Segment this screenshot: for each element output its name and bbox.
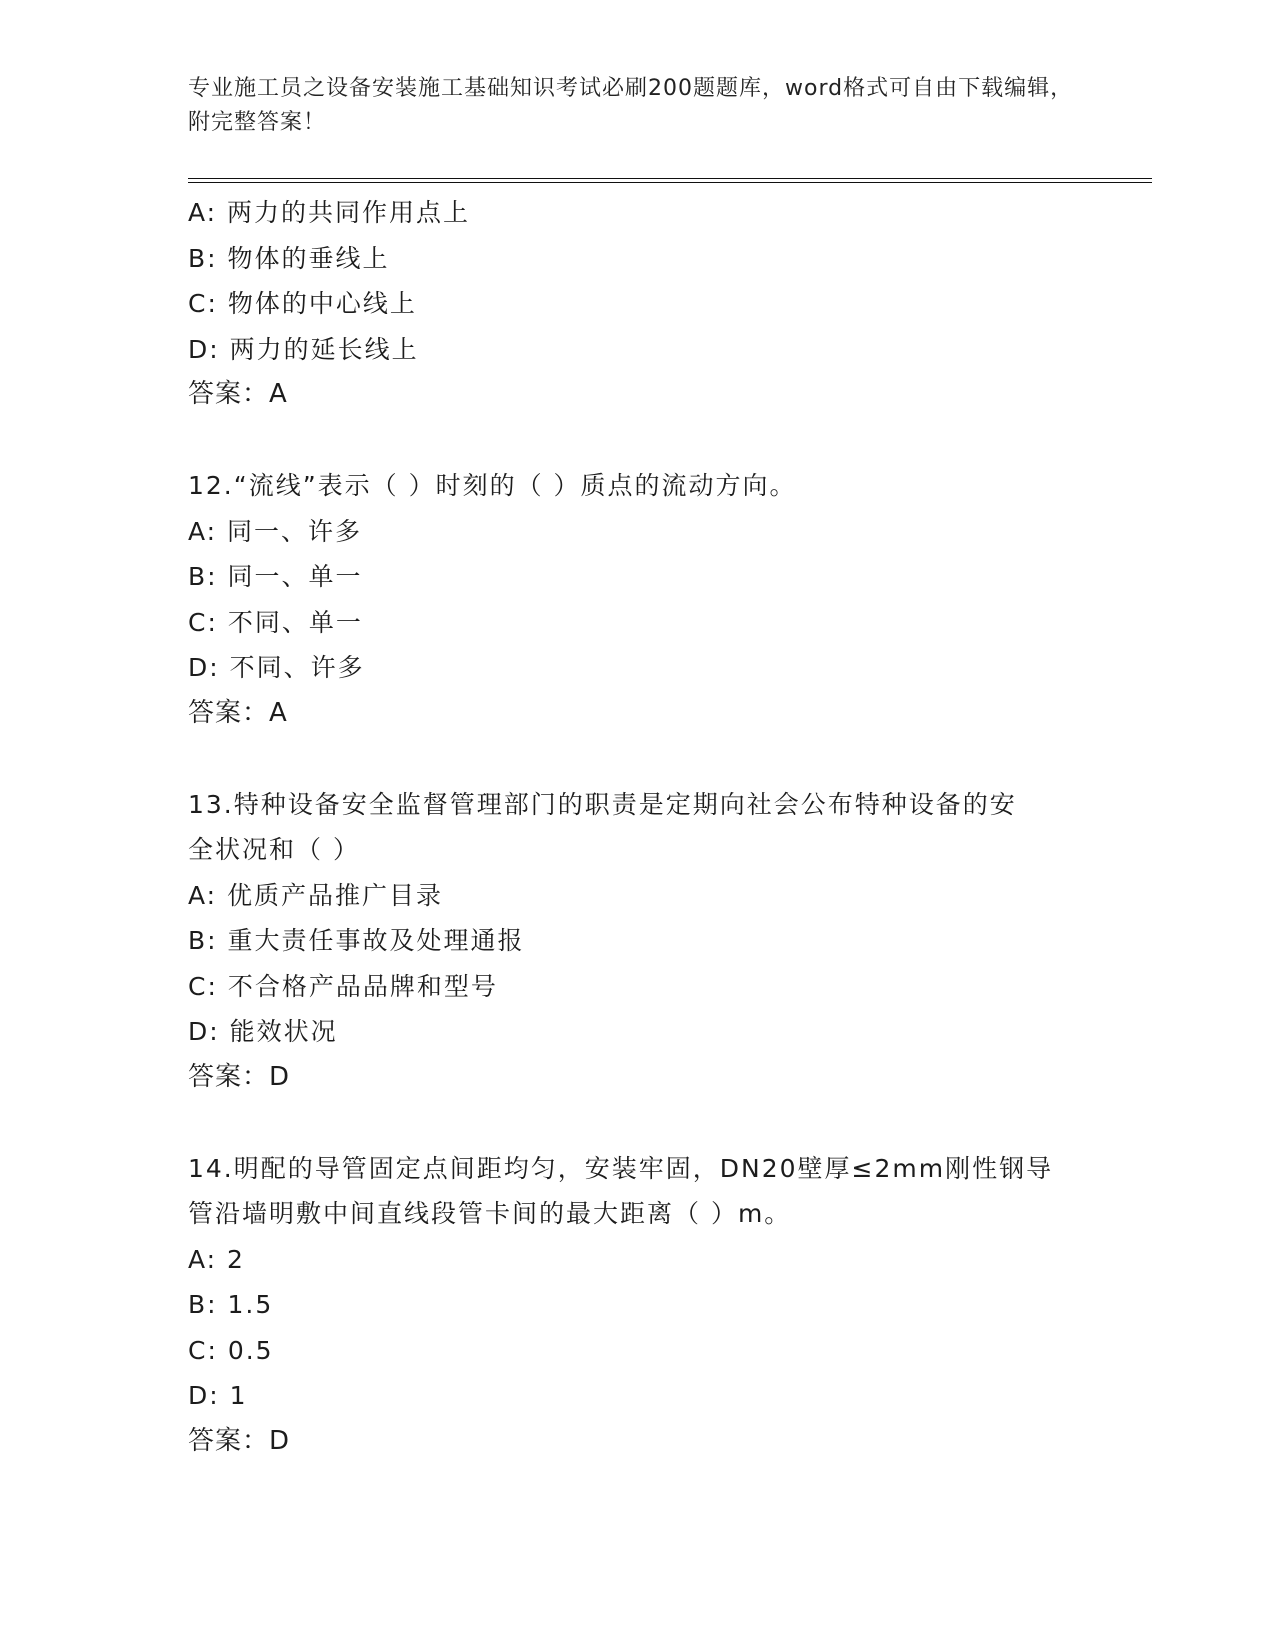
option-c: C: 0.5 [188,1335,274,1365]
option-b: B: 1.5 [188,1290,274,1319]
answer-label: 答案： [188,1425,270,1456]
spacer [188,418,1088,464]
option-c: C: 不同、单一 [188,607,363,637]
question-list [188,190,1088,1464]
question-text-line-1: 13.特种设备安全监督管理部门的职责是定期向社会公布特种设备的安 [188,789,1017,819]
option-a: A: 优质产品推广目录 [188,880,444,910]
answer-line [188,1055,1088,1101]
answer-value: D [269,1061,291,1092]
question-14 [188,1146,1088,1465]
header-text: 专业施工员之设备安装施工基础知识考试必刷200题题库，word格式可自由下载编辑，附完整答案！ [188,76,1074,135]
question-13 [188,782,1088,1101]
option-b: B: 重大责任事故及处理通报 [188,926,525,955]
option-b: B: 同一、单一 [188,562,363,591]
option-c: C: 物体的中心线上 [188,289,417,318]
option-a: A: 同一、许多 [188,516,363,546]
answer-value: A [269,697,288,728]
option-a: A: 两力的共同作用点上 [188,198,471,227]
question-text-line-1: 14.明配的导管固定点间距均匀，安装牢固，DN20壁厚≤2mm刚性钢导 [188,1153,1054,1183]
answer-value: D [269,1425,291,1456]
option-d: D: 能效状况 [188,1017,338,1046]
answer-label: 答案： [188,1061,270,1092]
question-11 [188,190,1088,418]
option-d: D: 两力的延长线上 [188,334,419,364]
header-rule-top [188,178,1152,179]
question-12 [188,463,1088,736]
option-d: D: 不同、许多 [188,653,365,682]
question-text-line-2: 管沿墙明敷中间直线段管卡间的最大距离（ ）m。 [188,1199,792,1228]
question-text: 12.“流线”表示（ ）时刻的（ ）质点的流动方向。 [188,471,797,500]
question-text-line-2: 全状况和（ ） [188,835,360,864]
option-b: B: 物体的垂线上 [188,243,390,273]
answer-label: 答案： [188,379,270,409]
option-a: A: 2 [188,1244,245,1274]
header-rule-bottom [188,182,1152,183]
answer-line [188,1419,1088,1465]
spacer [188,1100,1088,1146]
answer-line [188,691,1088,737]
answer-line [188,372,1088,418]
spacer [188,736,1088,782]
option-c: C: 不合格产品品牌和型号 [188,971,498,1001]
document-header [188,72,1088,140]
option-d: D: 1 [188,1381,248,1410]
answer-value: A [269,379,288,409]
answer-label: 答案： [188,697,270,728]
